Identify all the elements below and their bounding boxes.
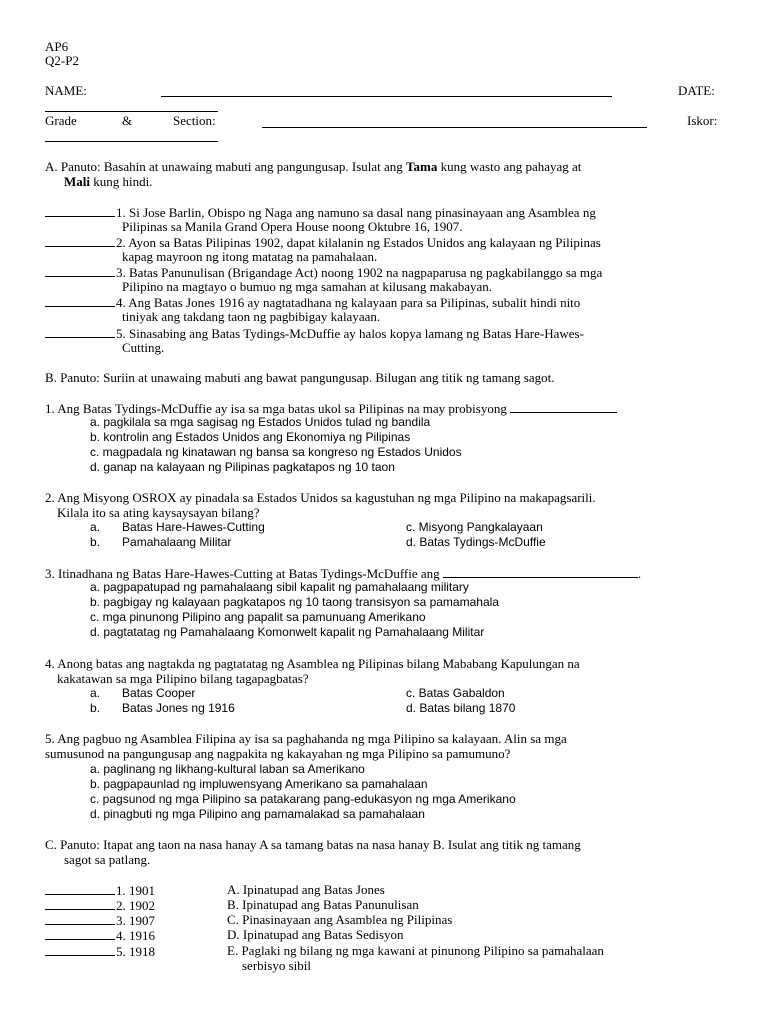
match-b-A: A. Ipinatupad ang Batas Jones [227,882,385,897]
part-a-item-3-cont: Pilipino na magtayo o bumuo ng mga samahan at kilusang makabayan. [122,279,493,294]
q1-choice-c[interactable]: c. magpadala ng kinatawan ng bansa sa kongreso ng Estados Unidos [90,445,462,459]
match-b-E: E. Paglaki ng bilang ng mga kawani at pinunong Pilipino sa pamahalaan [227,943,604,958]
answer-blank[interactable] [45,897,115,910]
q3-choice-d[interactable]: d. pagtatatag ng Pamahalaang Komonwelt kapalit ng Pamahalaang Militar [90,625,485,639]
q2-stem: 2. Ang Misyong OSROX ay pinadala sa Estados Unidos sa kagustuhan ng mga Pilipino na makapagsarili. [45,490,596,505]
section-label: Section: [173,113,216,128]
match-a-2: 2. 1902 [45,897,155,913]
q5-choice-a[interactable]: a. paglinang ng likhang-kultural laban sa Amerikano [90,762,365,776]
answer-blank[interactable] [45,264,115,277]
match-b-B: B. Ipinatupad ang Batas Panunulisan [227,897,419,912]
q3-choice-c[interactable]: c. mga pinunong Pilipino ang papalit sa pamunuang Amerikano [90,610,426,624]
q2-stem-cont: Kilala ito sa ating kaysaysayan bilang? [57,505,260,520]
part-a-instructions-cont: Mali kung hindi. [64,174,153,189]
name-label: NAME: [45,83,87,98]
q3-blank [443,565,638,578]
answer-blank[interactable] [45,927,115,940]
q5-choice-b[interactable]: b. pagpapaunlad ng impluwensyang Amerikano sa pamahalaan [90,777,428,791]
answer-blank[interactable] [45,204,115,217]
q3-stem: 3. Itinadhana ng Batas Hare-Hawes-Cutting at Batas Tydings-McDuffie ang . [45,566,642,581]
part-a-item-4-cont: tiniyak ang takdang taon ng pagbibigay kalayaan. [122,309,381,324]
q2-choice-a[interactable]: a. Batas Hare-Hawes-Cutting [90,520,265,534]
part-a-item-3: 3. Batas Panunulisan (Brigandage Act) noong 1902 na nagpaparusa ng pagkabilanggo sa mga [45,264,602,280]
ampersand: & [122,113,133,128]
answer-blank[interactable] [45,882,115,895]
answer-blank[interactable] [45,234,115,247]
quarter-code: Q2-P2 [45,53,79,68]
q5-choice-d[interactable]: d. pinagbuti ng mga Pilipino ang pamamalakad sa pamahalaan [90,807,425,821]
match-a-1: 1. 1901 [45,882,155,898]
part-a-item-4: 4. Ang Batas Jones 1916 ay nagtatadhana ng kalayaan para sa Pilipinas, subalit hindi nito [45,294,580,310]
date-label: DATE: [678,83,715,98]
q5-stem-cont: sumusunod na pangungusap ang nagpakita ng kakayahan ng mga Pilipino sa pamumuno? [45,746,511,761]
part-a-instructions: A. Panuto: Basahin at unawaing mabuti ang pangungusap. Isulat ang Tama kung wasto ang pahayag at [45,159,582,174]
q4-choice-c[interactable]: c. Batas Gabaldon [406,686,505,700]
q2-choice-b[interactable]: b. Pamahalaang Militar [90,535,232,549]
q3-choice-b[interactable]: b. pagbigay ng kalayaan pagkatapos ng 10 taong transisyon sa pamamahala [90,595,499,609]
part-a-item-1: 1. Si Jose Barlin, Obispo ng Naga ang namuno sa dasal nang pinasinayaan ang Asamblea ng [45,204,596,220]
part-b-instructions: B. Panuto: Suriin at unawaing mabuti ang bawat pangungusap. Bilugan ang titik ng tamang sagot. [45,370,555,385]
part-a-item-1-cont: Pilipinas sa Manila Grand Opera House noong Oktubre 16, 1907. [122,219,463,234]
match-b-C: C. Pinasinayaan ang Asamblea ng Pilipinas [227,912,453,927]
part-a-item-2-cont: kapag mayroon ng itong matatag na pamahalaan. [122,249,378,264]
q4-choice-d[interactable]: d. Batas bilang 1870 [406,701,516,715]
answer-blank[interactable] [45,943,115,956]
q1-choice-d[interactable]: d. ganap na kalayaan ng Pilipinas pagkatapos ng 10 taon [90,460,395,474]
grade-label: Grade [45,113,77,128]
part-c-instructions-cont: sagot sa patlang. [64,852,151,867]
match-b-D: D. Ipinatupad ang Batas Sedisyon [227,927,404,942]
part-c-instructions: C. Panuto: Itapat ang taon na nasa hanay A sa tamang batas na nasa hanay B. Isulat ang titik ng tamang [45,837,581,852]
match-a-3: 3. 1907 [45,912,155,928]
match-a-4: 4. 1916 [45,927,155,943]
section-line[interactable] [262,127,647,128]
q2-choice-c[interactable]: c. Misyong Pangkalayaan [406,520,543,534]
q4-stem: 4. Anong batas ang nagtakda ng pagtatatag ng Asamblea ng Pilipinas bilang Mababang Kapulungan na [45,656,580,671]
answer-blank[interactable] [45,912,115,925]
q4-choice-b[interactable]: b. Batas Jones ng 1916 [90,701,235,715]
q5-stem: 5. Ang pagbuo ng Asamblea Filipina ay isa sa paghahanda ng mga Pilipino sa kalayaan. Alin sa mga [45,731,567,746]
q1-stem: 1. Ang Batas Tydings-McDuffie ay isa sa mga batas ukol sa Pilipinas na may probisyong [45,400,617,416]
match-b-E-cont: serbisyo sibil [242,958,311,973]
q5-choice-c[interactable]: c. pagsunod ng mga Pilipino sa patakarang pang-edukasyon ng mga Amerikano [90,792,516,806]
subject-code: AP6 [45,39,69,54]
score-line[interactable] [45,141,218,142]
answer-blank[interactable] [45,294,115,307]
part-a-item-2: 2. Ayon sa Batas Pilipinas 1902, dapat kilalanin ng Estados Unidos ang kalayaan ng Pilipinas [45,234,601,250]
match-a-5: 5. 1918 [45,943,155,959]
score-label: Iskor: [687,113,718,128]
answer-blank[interactable] [45,325,115,338]
q1-choice-b[interactable]: b. kontrolin ang Estados Unidos ang Ekonomiya ng Pilipinas [90,430,411,444]
q4-choice-a[interactable]: a. Batas Cooper [90,686,196,700]
part-a-item-5: 5. Sinasabing ang Batas Tydings-McDuffie ay halos kopya lamang ng Batas Hare-Hawes- [45,325,584,341]
part-a-item-5-cont: Cutting. [122,340,165,355]
q4-stem-cont: kakatawan sa mga Pilipino bilang tagapagbatas? [57,671,309,686]
q2-choice-d[interactable]: d. Batas Tydings-McDuffie [406,535,546,549]
name-line[interactable] [161,96,612,97]
date-line[interactable] [45,111,218,112]
q1-blank [510,400,617,413]
q1-choice-a[interactable]: a. pagkilala sa mga sagisag ng Estados Unidos tulad ng bandila [90,415,431,429]
q3-choice-a[interactable]: a. pagpapatupad ng pamahalaang sibil kapalit ng pamahalaang military [90,580,469,594]
